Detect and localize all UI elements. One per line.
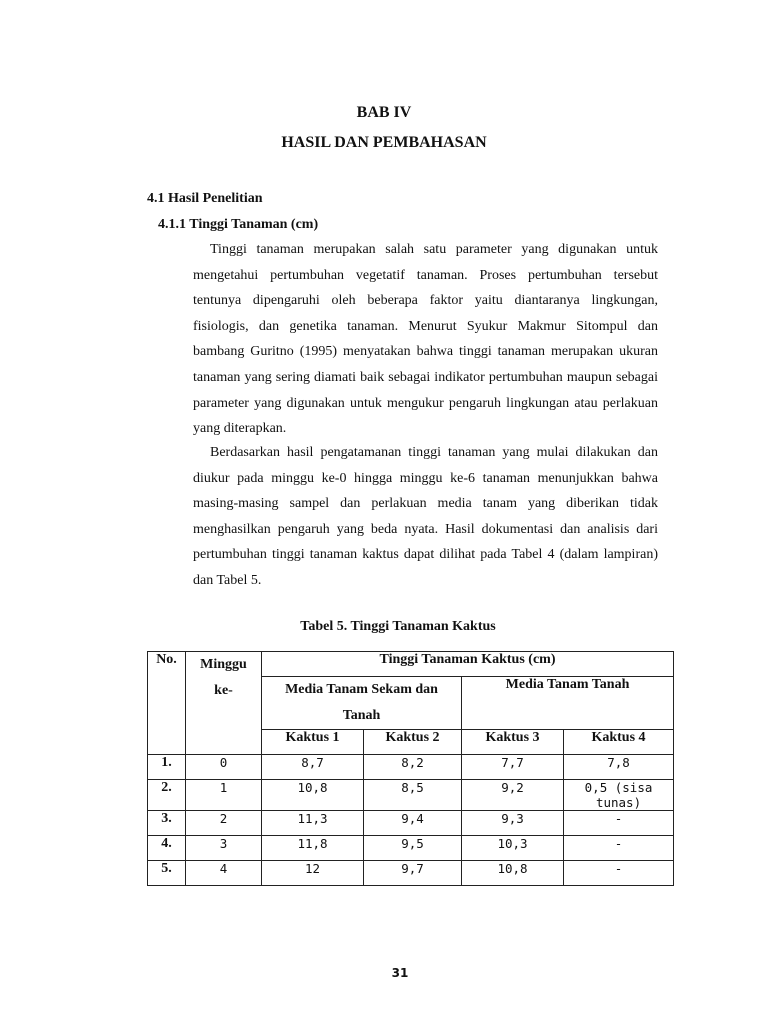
header-kaktus-1: Kaktus 1 <box>262 730 364 755</box>
header-no: No. <box>148 652 186 755</box>
header-media-1-line1: Media Tanam Sekam dan <box>285 682 438 697</box>
cell-kaktus-3: 10,3 <box>462 836 564 861</box>
header-minggu <box>186 652 262 755</box>
header-group: Tinggi Tanaman Kaktus (cm) <box>262 652 674 677</box>
table-row <box>148 861 674 886</box>
cell-kaktus-4: 0,5 (sisa tunas) <box>564 780 674 811</box>
paragraph-2: Berdasarkan hasil pengatamanan tinggi tanaman yang mulai dilakukan dan diukur pada minggu ke-0 hingga minggu ke-6 tanaman menunjukkan bahwa masing-masing sampel dan perlakuan media tanam yang diberikan tidak menghasilkan pengaruh yang beda nyata. Hasil dokumentasi dan analisis dari pertumbuhan tinggi tanaman kaktus dapat dilihat pada Tabel 4 (dalam lampiran) dan Tabel 5. <box>193 445 658 588</box>
cell-kaktus-1: 12 <box>262 861 364 886</box>
cell-kaktus-1: 10,8 <box>262 780 364 811</box>
cell-no: 2. <box>148 780 186 811</box>
cell-no: 3. <box>148 811 186 836</box>
cell-kaktus-2: 9,4 <box>364 811 462 836</box>
cell-kaktus-3: 9,3 <box>462 811 564 836</box>
cell-minggu: 0 <box>186 755 262 780</box>
cell-minggu: 4 <box>186 861 262 886</box>
cell-minggu: 3 <box>186 836 262 861</box>
paragraph-1: Tinggi tanaman merupakan salah satu parameter yang digunakan untuk mengetahui pertumbuhan vegetatif tanaman. Proses pertumbuhan tersebut tentunya dipengaruhi oleh beberapa faktor yaitu diantaranya lingkungan, fisiologis, dan genetika tanaman. Menurut Syukur Makmur Sitompul dan bambang Guritno (1995) menyatakan bahwa tinggi tanaman merupakan ukuran tanaman yang sering diamati baik sebagai indikator pertumbuhan maupun sebagai parameter yang digunakan untuk mengukur pengaruh lingkungan atau perlakuan yang diterapkan. <box>193 242 658 437</box>
header-kaktus-2: Kaktus 2 <box>364 730 462 755</box>
cell-kaktus-1: 11,8 <box>262 836 364 861</box>
cell-kaktus-2: 8,2 <box>364 755 462 780</box>
cell-minggu: 1 <box>186 780 262 811</box>
cell-no: 4. <box>148 836 186 861</box>
cell-kaktus-3: 9,2 <box>462 780 564 811</box>
table-row <box>148 780 674 811</box>
table-caption: Tabel 5. Tinggi Tanaman Kaktus <box>300 619 496 634</box>
section-heading: 4.1 Hasil Penelitian <box>147 191 263 206</box>
cell-kaktus-4: - <box>564 836 674 861</box>
cell-kaktus-4: 7,8 <box>564 755 674 780</box>
table-row <box>148 811 674 836</box>
cell-no: 5. <box>148 861 186 886</box>
cell-kaktus-3: 7,7 <box>462 755 564 780</box>
cell-kaktus-2: 9,7 <box>364 861 462 886</box>
header-media-2: Media Tanam Tanah <box>462 677 674 730</box>
header-minggu-line2: ke- <box>214 683 233 698</box>
table-row <box>148 836 674 861</box>
cell-kaktus-3: 10,8 <box>462 861 564 886</box>
plant-height-table <box>147 651 674 886</box>
cell-kaktus-1: 8,7 <box>262 755 364 780</box>
chapter-title: HASIL DAN PEMBAHASAN <box>281 134 487 151</box>
chapter-number: BAB IV <box>356 104 412 121</box>
cell-kaktus-4: - <box>564 861 674 886</box>
header-kaktus-3: Kaktus 3 <box>462 730 564 755</box>
header-minggu-line1: Minggu <box>200 657 247 672</box>
header-media-1-line2: Tanah <box>342 708 381 723</box>
subsection-heading: 4.1.1 Tinggi Tanaman (cm) <box>158 217 319 232</box>
header-media-1 <box>262 677 462 730</box>
cell-kaktus-4: - <box>564 811 674 836</box>
cell-kaktus-2: 9,5 <box>364 836 462 861</box>
table-row <box>148 755 674 780</box>
page-number: 31 <box>391 966 409 980</box>
cell-minggu: 2 <box>186 811 262 836</box>
header-kaktus-4: Kaktus 4 <box>564 730 674 755</box>
cell-kaktus-1: 11,3 <box>262 811 364 836</box>
cell-no: 1. <box>148 755 186 780</box>
cell-kaktus-2: 8,5 <box>364 780 462 811</box>
